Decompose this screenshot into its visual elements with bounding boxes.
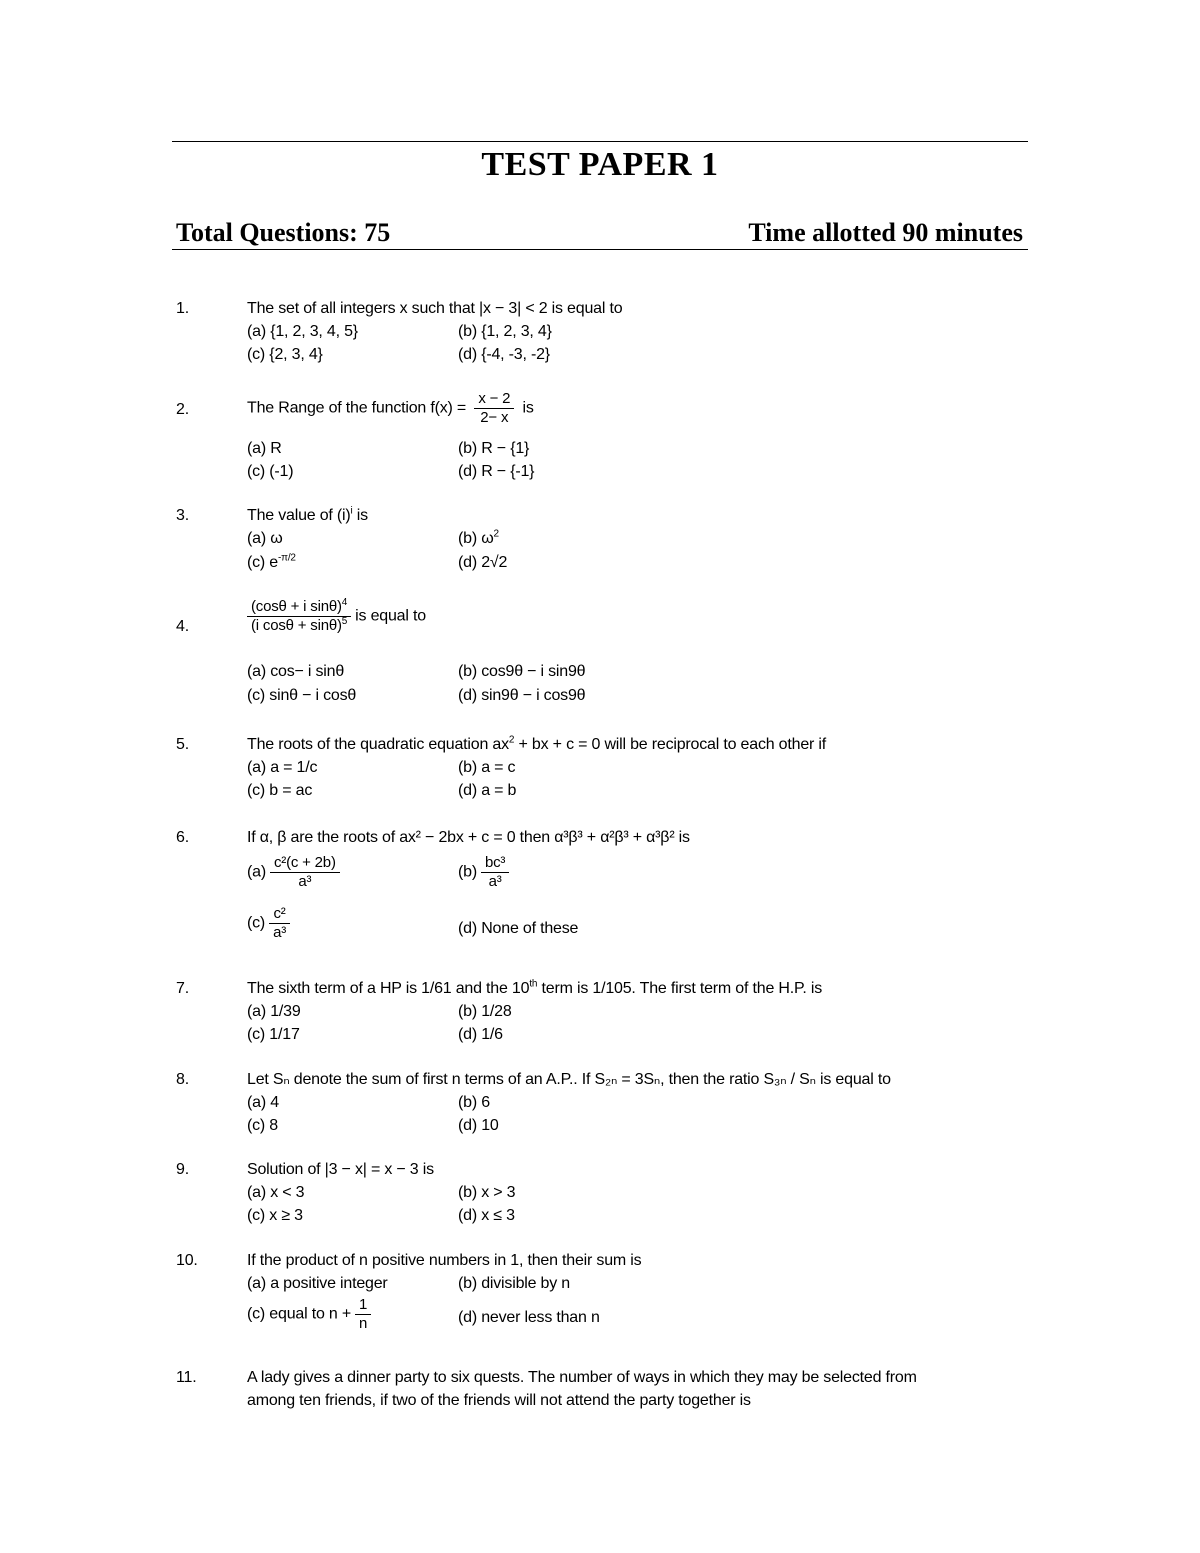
question-number: 5. (176, 736, 189, 753)
fraction (269, 905, 290, 942)
option-d: (d) {-4, -3, -2} (458, 346, 550, 363)
superscript: -π/2 (278, 552, 296, 564)
option-c-label: (c) (247, 914, 266, 932)
fraction-numerator: x − 2 (474, 390, 514, 409)
option-c: (c) 8 (247, 1117, 279, 1134)
top-rule (172, 141, 1028, 142)
fraction-denominator: 2− x (480, 409, 509, 426)
option-a (247, 854, 344, 891)
fraction-denominator: a³ (488, 873, 502, 890)
option-d: (d) 1/6 (458, 1026, 503, 1043)
question-number: 7. (176, 980, 189, 997)
question-text-pre: The roots of the quadratic equation ax (247, 736, 509, 753)
option-c-text: (c) equal to n + (247, 1305, 351, 1323)
question-number: 9. (176, 1161, 189, 1178)
option-d: (d) 2√2 (458, 554, 508, 571)
question-text (247, 977, 1027, 1000)
option-a-label: (a) (247, 863, 266, 881)
option-c-text: (c) e (247, 554, 279, 571)
question-text (247, 598, 1027, 635)
option-b-text: (b) ω (458, 530, 494, 547)
fraction-numerator: 1 (355, 1296, 371, 1315)
question-text-line-2: among ten friends, if two of the friends will not attend the party together is (247, 1392, 751, 1409)
option-b: (b) 1/28 (458, 1003, 512, 1020)
question-number: 1. (176, 300, 189, 317)
fraction (247, 598, 351, 635)
option-c (247, 1296, 375, 1333)
time-allotted: Time allotted 90 minutes (748, 218, 1023, 247)
question-number: 2. (176, 401, 189, 418)
fraction-numerator: c² (269, 905, 290, 924)
total-questions: Total Questions: 75 (176, 218, 391, 247)
fraction-denominator: n (358, 1315, 368, 1332)
option-a: (a) {1, 2, 3, 4, 5} (247, 323, 358, 340)
question-text: The set of all integers x such that |x − 3| < 2 is equal to (247, 300, 623, 317)
question-text (247, 504, 1027, 527)
question-text-post: is equal to (355, 607, 426, 625)
question-text (247, 390, 1027, 427)
option-b: (b) R − {1} (458, 440, 530, 457)
fraction-denominator: a³ (298, 873, 312, 890)
fraction-denominator: a³ (273, 924, 286, 941)
option-a: (a) cos− i sinθ (247, 663, 345, 680)
option-b (458, 527, 499, 550)
question-text: If the product of n positive numbers in 1, then their sum is (247, 1252, 642, 1269)
superscript: 4 (341, 597, 348, 608)
option-d: (d) a = b (458, 782, 517, 799)
fraction-numerator: c²(c + 2b) (270, 854, 340, 873)
question-number: 4. (176, 618, 189, 635)
numerator-text: (cosθ + i sinθ) (251, 598, 342, 615)
fraction-denominator (247, 617, 351, 635)
option-c (247, 905, 294, 942)
option-a: (a) 4 (247, 1094, 279, 1111)
question-text-pre: The value of (i) (247, 507, 351, 524)
option-b: (b) 6 (458, 1094, 490, 1111)
question-number: 10. (176, 1252, 198, 1269)
option-d: (d) 10 (458, 1117, 499, 1134)
option-c: (c) 1/17 (247, 1026, 300, 1043)
question-text-post: is (522, 399, 534, 417)
fraction (481, 854, 509, 891)
option-d: (d) x ≤ 3 (458, 1207, 515, 1224)
option-d: (d) R − {-1} (458, 463, 535, 480)
superscript: 5 (341, 616, 348, 627)
option-b: (b) a = c (458, 759, 516, 776)
option-c: (c) (-1) (247, 463, 294, 480)
question-number: 3. (176, 507, 189, 524)
fraction (270, 854, 340, 891)
option-a: (a) x < 3 (247, 1184, 305, 1201)
option-a: (a) 1/39 (247, 1003, 301, 1020)
option-a: (a) ω (247, 530, 283, 547)
option-a: (a) R (247, 440, 282, 457)
option-b: (b) divisible by n (458, 1275, 571, 1292)
option-d: (d) sin9θ − i cos9θ (458, 687, 586, 704)
fraction-numerator (247, 598, 351, 617)
superscript: 2 (493, 528, 499, 540)
question-text: If α, β are the roots of ax² − 2bx + c = 0 then α³β³ + α²β³ + α³β² is (247, 829, 690, 846)
question-text-post: term is 1/105. The first term of the H.P. is (537, 980, 823, 997)
page-title: TEST PAPER 1 (481, 146, 719, 183)
option-b-label: (b) (458, 863, 477, 881)
question-text-line-1: A lady gives a dinner party to six quests. The number of ways in which they may be selected from (247, 1369, 917, 1386)
option-a: (a) a = 1/c (247, 759, 318, 776)
fraction (355, 1296, 371, 1333)
header-rule (172, 249, 1028, 250)
fraction (474, 390, 514, 427)
option-b (458, 854, 513, 891)
question-number: 8. (176, 1071, 189, 1088)
question-text (247, 733, 1027, 756)
option-c: (c) {2, 3, 4} (247, 346, 323, 363)
superscript: i (350, 505, 353, 517)
question-text: Let Sₙ denote the sum of first n terms of an A.P.. If S₂ₙ = 3Sₙ, then the ratio S₃ₙ / Sₙ is equal to (247, 1071, 891, 1088)
question-number: 6. (176, 829, 189, 846)
denominator-text: (i cosθ + sinθ) (251, 617, 342, 634)
option-c: (c) b = ac (247, 782, 313, 799)
superscript: 2 (508, 734, 515, 746)
question-text-pre: The Range of the function f(x) = (247, 399, 467, 417)
option-a: (a) a positive integer (247, 1275, 388, 1292)
question-text-pre: The sixth term of a HP is 1/61 and the 10 (247, 980, 530, 997)
option-c: (c) sinθ − i cosθ (247, 687, 357, 704)
question-text: Solution of |3 − x| = x − 3 is (247, 1161, 434, 1178)
option-b: (b) x > 3 (458, 1184, 516, 1201)
question-text-post: + bx + c = 0 will be reciprocal to each other if (514, 736, 826, 753)
question-text-post: is (352, 507, 368, 524)
option-d: (d) None of these (458, 920, 579, 937)
option-c (247, 551, 296, 574)
option-d: (d) never less than n (458, 1309, 600, 1326)
option-b: (b) cos9θ − i sin9θ (458, 663, 586, 680)
option-b: (b) {1, 2, 3, 4} (458, 323, 552, 340)
question-number: 11. (176, 1369, 197, 1386)
option-c: (c) x ≥ 3 (247, 1207, 303, 1224)
superscript: th (529, 978, 538, 990)
fraction-numerator: bc³ (481, 854, 509, 873)
